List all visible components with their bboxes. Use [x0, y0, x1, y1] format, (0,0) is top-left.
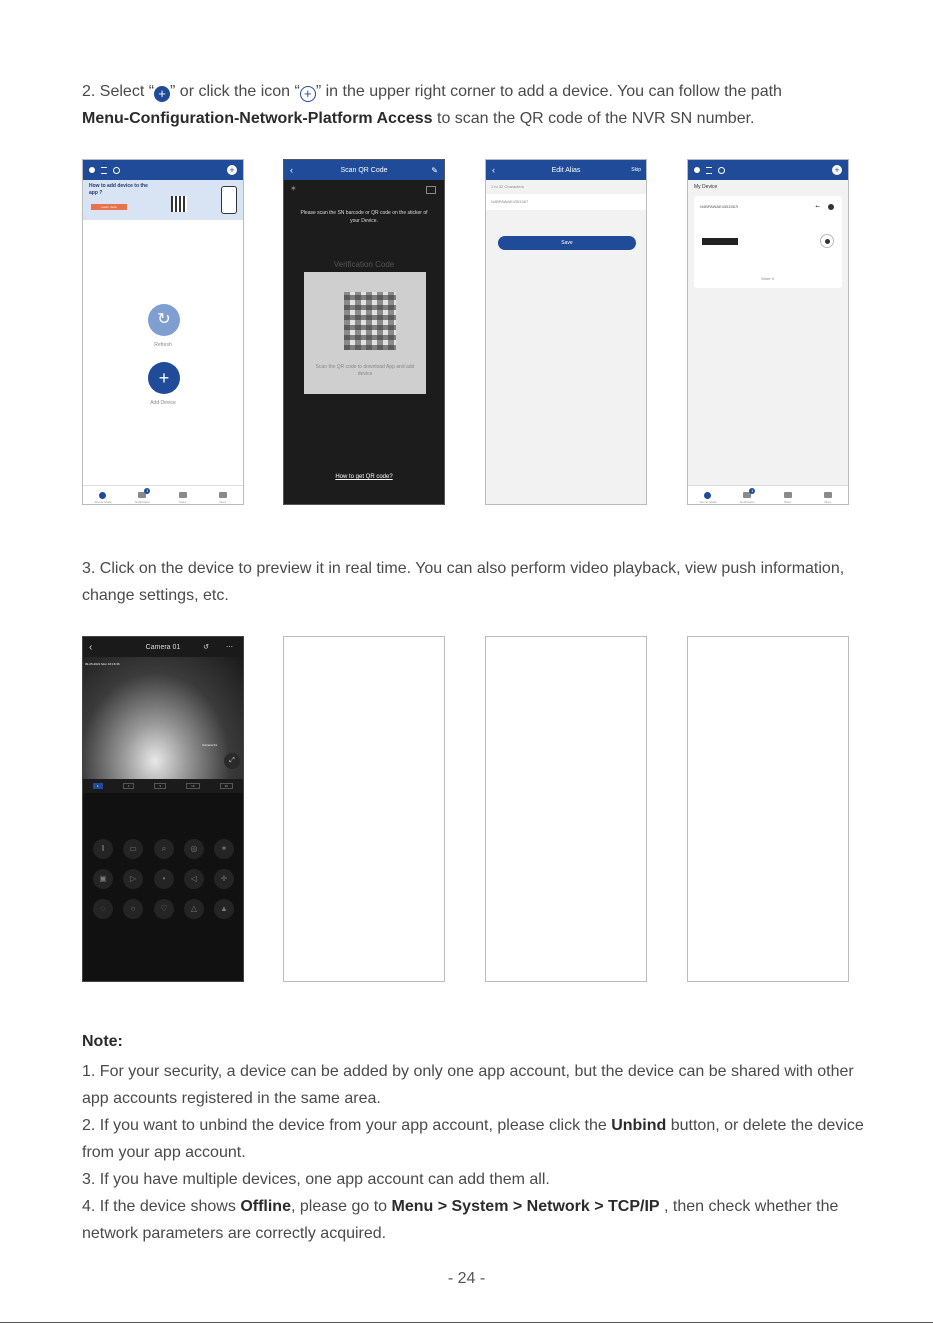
qr-caption: Scan the QR code to download App and add device [315, 364, 415, 377]
more-label: More [761, 276, 771, 281]
page-number: - 24 - [447, 1270, 486, 1287]
phone4-gear-icon[interactable] [718, 167, 725, 174]
blank-frame-3 [687, 636, 849, 982]
unbind-keyword: Unbind [611, 1117, 667, 1134]
nvr-device-image [702, 238, 738, 245]
nav-notification-icon[interactable]: Notification 1 [134, 488, 150, 504]
notification-badge: 1 [146, 488, 149, 493]
add-device-button[interactable]: + [148, 362, 180, 394]
my-device-section-title: My Device [694, 184, 718, 190]
split-tab-16[interactable]: 16 [186, 783, 199, 789]
note-item-1: 1. For your security, a device can be added by only one app account, but the device can be shared with other app accounts registered in the same area. [82, 1063, 854, 1107]
nav-server-mode-icon[interactable]: Server Mode [99, 492, 106, 499]
phone1-navbar [83, 485, 243, 504]
phone-screenshot-live-view [82, 636, 244, 982]
alarm-bell-icon[interactable]: ▲ [214, 899, 234, 919]
qr-scan-frame [304, 272, 426, 394]
direction-icon[interactable]: ✛ [214, 869, 234, 889]
phone2-edit-icon[interactable]: ✎ [431, 165, 438, 175]
sensor-icon[interactable]: ○ [123, 899, 143, 919]
phone1-settings-icon[interactable] [89, 167, 95, 173]
phone1-search-icon[interactable] [113, 167, 120, 174]
phone-screenshot-add-device [82, 159, 244, 505]
banner-qr-icon [171, 196, 187, 212]
note-item-2: 2. If you want to unbind the device from your app account, please click the Unbind button, or delete the device from your app account. [82, 1117, 864, 1161]
alias-hint: 1 to 32 Characters [491, 184, 524, 189]
how-to-get-qr-link[interactable]: How to get QR code? [335, 474, 393, 480]
add-device-label: Add Device [150, 400, 176, 406]
zoom-icon[interactable]: ⌕ [154, 839, 174, 859]
split-tab-4[interactable]: 4 [123, 783, 135, 789]
step2-text-3: ” in the upper right corner to add a device. You can follow the path [315, 83, 782, 100]
phone-screenshot-my-device [687, 159, 849, 505]
phone4-add-icon[interactable]: + [832, 165, 842, 175]
banner-title: How to add device to the app ? [89, 183, 148, 196]
flash-icon[interactable]: ✶ [290, 184, 297, 193]
share-icon[interactable]: ⭠ [815, 204, 820, 210]
phone4-settings-icon[interactable] [694, 167, 700, 173]
step2-text-1: 2. Select “ [82, 83, 155, 100]
blank-frame-2 [485, 636, 647, 982]
phone3-skip-button[interactable]: Skip [631, 167, 641, 173]
face-icon[interactable]: ◌ [93, 899, 113, 919]
refresh-button[interactable]: ↻ [148, 304, 180, 336]
save-button[interactable]: Save [498, 236, 636, 250]
qr-code-image [344, 292, 396, 350]
tcpip-path: Menu > System > Network > TCP/IP [391, 1198, 660, 1215]
phone4-navbar [688, 485, 848, 504]
device-card[interactable] [694, 196, 842, 288]
camera-title: Camera 01 [145, 643, 181, 651]
split-tabs [83, 779, 243, 793]
video-feed[interactable] [83, 657, 243, 779]
phone5-back-icon[interactable]: ‹ [89, 641, 93, 653]
device-settings-icon[interactable] [828, 204, 834, 210]
nav-more-icon[interactable]: More [824, 492, 832, 498]
phone2-back-icon[interactable]: ‹ [290, 165, 293, 175]
nav-server-mode-icon[interactable]: Server Mode [704, 492, 711, 499]
speaker-icon[interactable]: ◁ [184, 869, 204, 889]
more-options-icon[interactable]: ⋯ [226, 644, 233, 651]
snapshot-icon[interactable]: ▣ [93, 869, 113, 889]
nav-more-icon[interactable]: More [219, 492, 227, 498]
phone5-topbar [83, 637, 243, 657]
split-tab-1[interactable]: 1 [93, 783, 103, 789]
playback-icon[interactable]: ↺ [203, 644, 209, 651]
nav-store-icon[interactable]: Store [179, 492, 187, 498]
nav-store-icon[interactable]: Store [784, 492, 792, 498]
phone3-title: Edit Alias [551, 166, 581, 174]
more-toggle[interactable] [694, 276, 842, 281]
phone1-banner[interactable] [83, 180, 243, 220]
alias-value: N4BPAWAE4351567 [491, 199, 529, 204]
split-tab-9[interactable]: 9 [154, 783, 166, 789]
step2-text-2: ” or click the icon “ [170, 83, 300, 100]
ptz-icon[interactable]: ◎ [184, 839, 204, 859]
phone2-topbar [284, 160, 444, 180]
record-icon[interactable]: ▷ [123, 869, 143, 889]
verification-label: Verification Code [333, 260, 395, 269]
alarm-icon[interactable] [820, 234, 834, 248]
device-id: N4BPAWAE4351567I [700, 204, 739, 209]
blank-frame-1 [283, 636, 445, 982]
phone3-back-icon[interactable]: ‹ [492, 165, 495, 175]
banner-phone-icon [221, 186, 237, 214]
phone4-topbar [688, 160, 848, 180]
add-solid-icon: + [154, 86, 170, 102]
note-item-3: 3. If you have multiple devices, one app account can add them all. [82, 1171, 550, 1188]
microphone-icon[interactable]: • [154, 869, 174, 889]
phone1-topbar [83, 160, 243, 180]
video-camera-label: Camera 01 [202, 743, 217, 747]
phone-screenshot-edit-alias [485, 159, 647, 505]
phone1-list-icon[interactable] [101, 167, 107, 174]
note-title: Note: [82, 1033, 123, 1050]
alias-field[interactable] [486, 194, 646, 210]
pause-icon[interactable]: ‖ [93, 839, 113, 859]
nav-notification-icon[interactable]: Notification 1 [739, 488, 755, 504]
warning-icon[interactable]: △ [184, 899, 204, 919]
gallery-icon[interactable] [426, 186, 436, 194]
light-icon[interactable]: ✶ [214, 839, 234, 859]
phone2-title: Scan QR Code [340, 166, 388, 174]
note-item-4: 4. If the device shows Offline, please go to Menu > System > Network > TCP/IP , then check whether the network parameters are correctly acquired. [82, 1198, 839, 1242]
phone4-list-icon[interactable] [706, 167, 712, 174]
bottom-divider [0, 1322, 933, 1323]
step2-paragraph [82, 78, 882, 132]
step3-paragraph: 3. Click on the device to preview it in real time. You can also perform video playback, view push information, change settings, etc. [82, 560, 845, 604]
chevron-down-icon: ∨ [771, 276, 775, 281]
fullscreen-icon[interactable]: ⤢ [224, 753, 240, 769]
stream-quality-icon[interactable]: ▭ [123, 839, 143, 859]
notification-badge: 1 [751, 488, 754, 493]
scan-instruction: Please scan the SN barcode or QR code on the sticker of your Device. [300, 210, 428, 224]
phone-screenshot-scan-qr [283, 159, 445, 505]
add-outline-icon: + [300, 86, 316, 102]
phone1-add-icon[interactable]: + [227, 165, 237, 175]
offline-keyword: Offline [240, 1198, 291, 1215]
banner-learn-more-button[interactable]: Learn more [91, 204, 127, 210]
menu-path: Menu-Configuration-Network-Platform Access [82, 110, 433, 127]
split-tab-36[interactable]: 36 [220, 783, 233, 789]
refresh-label: Refresh [154, 342, 172, 348]
video-timestamp: 09-25-2021 Mon 16:16:36 [85, 662, 120, 666]
favorite-icon[interactable]: ♡ [154, 899, 174, 919]
note-list [82, 1058, 882, 1247]
step2-text-4: to scan the QR code of the NVR SN number. [432, 110, 755, 127]
phone3-topbar [486, 160, 646, 180]
